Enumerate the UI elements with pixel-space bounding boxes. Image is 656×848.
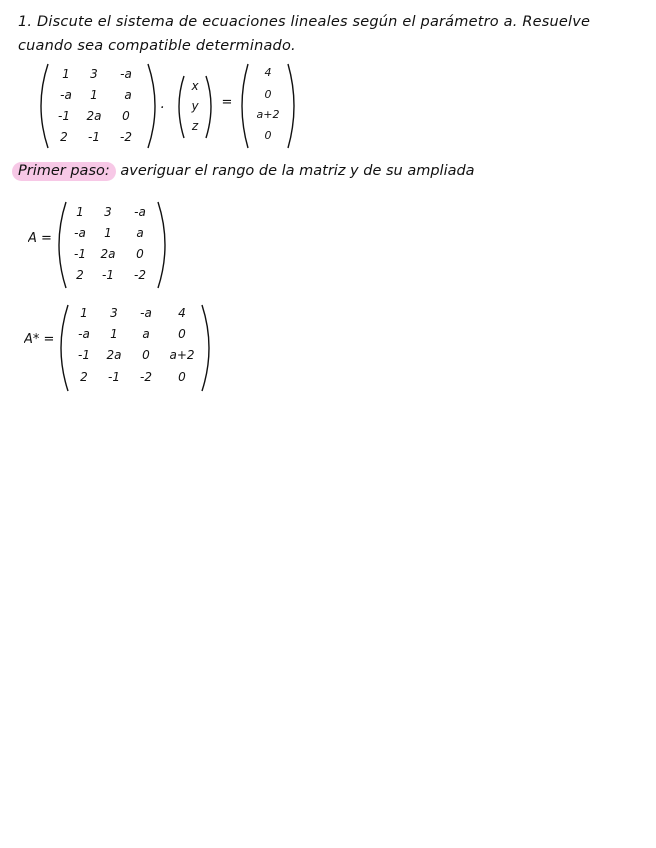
matrix-a-cell: -1 bbox=[74, 247, 86, 261]
rhs-left-paren bbox=[242, 64, 248, 148]
matrix-a-star-cell: -1 bbox=[108, 370, 120, 384]
coef-cell: 2a bbox=[86, 109, 102, 123]
matrix-a-star-cell: 1 bbox=[80, 306, 88, 320]
step-label-highlight: Primer paso: bbox=[12, 162, 116, 181]
matrix-a-star-cell: 0 bbox=[178, 327, 186, 341]
matrix-a-star-right-paren bbox=[202, 305, 209, 391]
coef-right-paren bbox=[148, 64, 155, 148]
matrix-a-star-cell: 0 bbox=[178, 370, 186, 384]
var-cell: z bbox=[191, 119, 199, 133]
rhs-cell: 0 bbox=[264, 129, 272, 142]
var-cell: y bbox=[191, 99, 199, 113]
vars-right-paren bbox=[206, 76, 211, 138]
matrix-a-cell: 2 bbox=[76, 268, 84, 282]
matrix-a-cell: -a bbox=[134, 205, 146, 219]
coef-cell: -1 bbox=[58, 109, 70, 123]
coef-cell: -1 bbox=[88, 130, 100, 144]
matrix-equation bbox=[36, 62, 316, 150]
matrix-a-cell: -a bbox=[74, 226, 86, 240]
coef-cell: -2 bbox=[120, 130, 132, 144]
problem-statement bbox=[18, 10, 633, 58]
matrix-a-label: A = bbox=[28, 231, 52, 246]
matrix-a-cell: a bbox=[136, 226, 144, 240]
matrix-a-star-cell: 2a bbox=[106, 348, 122, 362]
coef-cell: 1 bbox=[62, 67, 70, 81]
matrix-a-star-cell: -2 bbox=[140, 370, 152, 384]
step-line bbox=[12, 163, 475, 179]
matrix-a-star-cell: a+2 bbox=[169, 348, 195, 362]
matrix-a-cell: 1 bbox=[104, 226, 112, 240]
matrix-a-cell: 2a bbox=[100, 247, 116, 261]
dot-operator: · bbox=[159, 100, 165, 116]
coef-cell: 0 bbox=[122, 109, 130, 123]
matrix-a-star-cell: 0 bbox=[142, 348, 150, 362]
var-cell: x bbox=[191, 79, 199, 93]
matrix-a-cell: -1 bbox=[102, 268, 114, 282]
step-text: averiguar el rango de la matriz y de su ampliada bbox=[120, 163, 475, 179]
matrix-a-left-paren bbox=[59, 202, 66, 288]
equals-sign: = bbox=[221, 95, 233, 110]
matrix-a-cell: -2 bbox=[134, 268, 146, 282]
rhs-cell: 0 bbox=[264, 88, 272, 101]
matrix-a-star-cell: -a bbox=[78, 327, 90, 341]
matrix-a-star-left-paren bbox=[61, 305, 68, 391]
problem-line-2: cuando sea compatible determinado. bbox=[18, 38, 296, 54]
rhs-cell: a+2 bbox=[256, 108, 280, 121]
coef-cell: 1 bbox=[90, 88, 98, 102]
coef-cell: 3 bbox=[90, 67, 98, 81]
problem-line-1: 1. Discute el sistema de ecuaciones lineales según el parámetro a. Resuelve bbox=[18, 14, 591, 30]
rhs-cell: 4 bbox=[264, 66, 272, 79]
coef-cell: -a bbox=[60, 88, 72, 102]
matrix-a-cell: 0 bbox=[136, 247, 144, 261]
matrix-a-right-paren bbox=[158, 202, 165, 288]
coef-cell: a bbox=[124, 88, 132, 102]
matrix-a-star-cell: -a bbox=[140, 306, 152, 320]
vars-left-paren bbox=[179, 76, 184, 138]
matrix-a-star-cell: a bbox=[142, 327, 150, 341]
matrix-a-cell: 1 bbox=[76, 205, 84, 219]
matrix-a-cell: 3 bbox=[104, 205, 112, 219]
matrix-a-star-cell: -1 bbox=[78, 348, 90, 362]
rhs-right-paren bbox=[288, 64, 294, 148]
matrix-a-star-cell: 3 bbox=[110, 306, 118, 320]
matrix-a-star-cell: 4 bbox=[178, 306, 186, 320]
matrix-a-star-label: A* = bbox=[24, 332, 55, 347]
matrix-a bbox=[28, 200, 178, 290]
matrix-a-star-cell: 2 bbox=[80, 370, 88, 384]
matrix-a-star bbox=[24, 303, 224, 393]
coef-cell: -a bbox=[120, 67, 132, 81]
coef-cell: 2 bbox=[60, 130, 68, 144]
coef-left-paren bbox=[41, 64, 48, 148]
matrix-a-star-cell: 1 bbox=[110, 327, 118, 341]
